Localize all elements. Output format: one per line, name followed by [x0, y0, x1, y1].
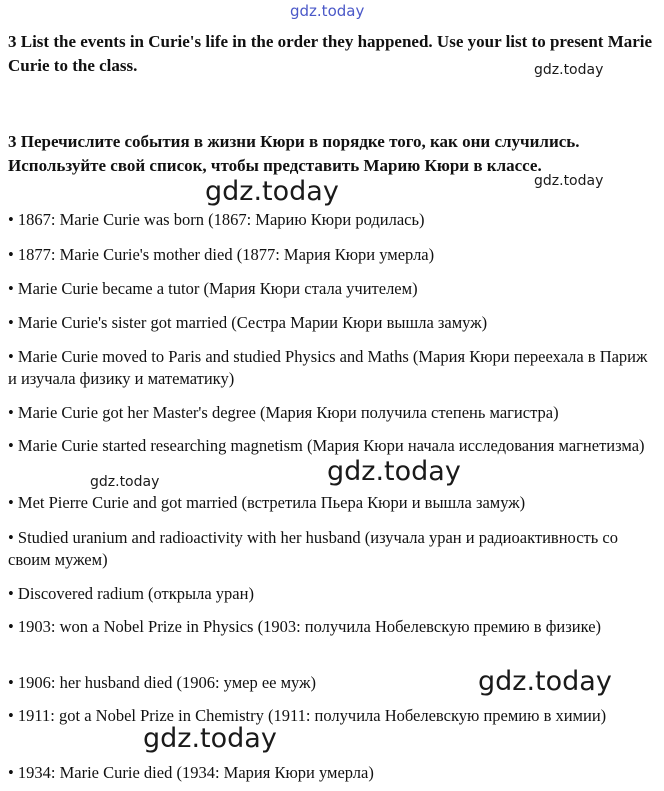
watermark: gdz.today: [205, 176, 339, 207]
list-item: • Marie Curie got her Master's degree (Мария Кюри получила степень магистра): [8, 403, 559, 422]
list-item: • 1877: Marie Curie's mother died (1877: Мария Кюри умерла): [8, 245, 435, 264]
list-item: • Studied uranium and radioactivity with her husband (изучала уран и радиоактивность со своим мужем): [8, 528, 618, 569]
list-item: • Marie Curie became a tutor (Мария Кюри стала учителем): [8, 279, 418, 298]
list-item: • Marie Curie started researching magnetism (Мария Кюри начала исследования магнетизма): [8, 436, 645, 455]
list-item: • 1867: Marie Curie was born (1867: Марию Кюри родилась): [8, 210, 425, 229]
list-item: • 1906: her husband died (1906: умер ее муж): [8, 673, 316, 692]
task-heading-english: 3 List the events in Curie's life in the order they happened. Use your list to present Marie Curie to the class.: [8, 32, 653, 75]
list-item: • Discovered radium (открыла уран): [8, 584, 254, 603]
list-item: • 1903: won a Nobel Prize in Physics (1903: получила Нобелевскую премию в физике): [8, 617, 602, 636]
watermark: gdz.today: [290, 2, 365, 20]
list-item: • 1934: Marie Curie died (1934: Мария Кюри умерла): [8, 763, 374, 782]
watermark: gdz.today: [534, 173, 604, 189]
list-item: • Met Pierre Curie and got married (встретила Пьера Кюри и вышла замуж): [8, 493, 526, 512]
watermark: gdz.today: [90, 474, 160, 490]
watermark: gdz.today: [478, 666, 612, 697]
watermark: gdz.today: [534, 62, 604, 78]
task-heading-russian: 3 Перечислите события в жизни Кюри в порядке того, как они случились. Используйте свой список, чтобы представить Марию Кюри в классе.: [8, 132, 580, 175]
list-item: • Marie Curie's sister got married (Сестра Марии Кюри вышла замуж): [8, 313, 488, 332]
watermark: gdz.today: [143, 723, 277, 754]
list-item: • 1911: got a Nobel Prize in Chemistry (1911: получила Нобелевскую премию в химии): [8, 706, 607, 725]
watermark: gdz.today: [327, 456, 461, 487]
list-item: • Marie Curie moved to Paris and studied Physics and Maths (Мария Кюри переехала в Париж и изучала физику и математику): [8, 347, 648, 388]
